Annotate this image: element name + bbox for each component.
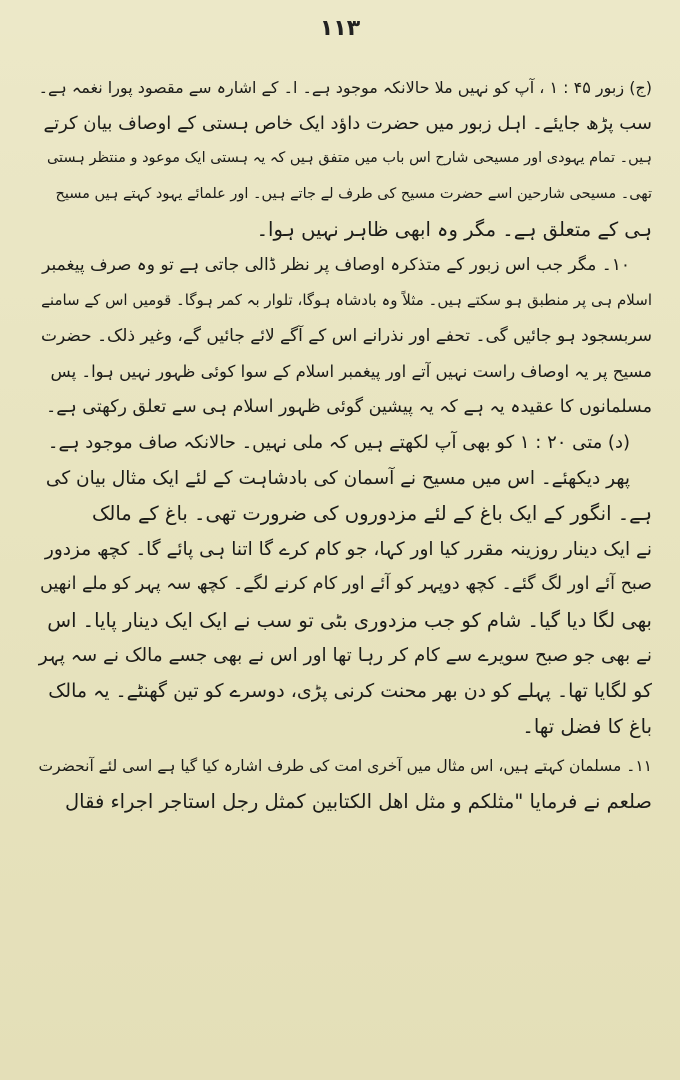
- text-line: نے بھی جو صبح سویرے سے کام کر رہا تھا اور اس نے بھی جسے مالک نے سہ پہر: [38, 645, 652, 666]
- text-line: مسیح پر یہ اوصاف راست نہیں آتے اور پیغمبر اسلام کے سوا کوئی ظہور نہیں ہوا۔ پس: [50, 362, 652, 381]
- text-line: سب پڑھ جایئے۔ اہل زبور میں حضرت داؤد ایک خاص ہستی کے اوصاف بیان کرتے: [43, 112, 652, 134]
- text-line: بھی لگا دیا گیا۔ شام کو جب مزدوری بٹی تو سب نے ایک ایک دینار پایا۔ اس: [47, 608, 652, 632]
- text-line: صبح آئے اور لگ گئے۔ کچھ دوپہر کو آئے اور کام کرنے لگے۔ کچھ سہ پہر کو ملے انھیں: [40, 574, 652, 594]
- text-line: سربسجود ہو جائیں گی۔ تحفے اور نذرانے اس کے آگے لائے جائیں گے، وغیر ذلک۔ حضرت: [41, 325, 652, 346]
- body-text: [36, 70, 652, 820]
- text-line: نے ایک دینار روزینہ مقرر کیا اور کہا، جو کام کرے گا اتنا ہی پائے گا۔ کچھ مزدور: [44, 538, 652, 560]
- text-line: پھر دیکھئے۔ اس میں مسیح نے آسمان کی بادشاہت کے لئے ایک مثال بیان کی: [45, 467, 630, 489]
- text-line: کو لگایا تھا۔ پہلے کو دن بھر محنت کرنی پڑی، دوسرے کو تین گھنٹے۔ یہ مالک: [48, 679, 652, 702]
- paragraph-10-start: ۱۰۔ مگر جب اس زبور کے متذکرہ اوصاف پر نظر ڈالی جاتی ہے تو وہ صرف پیغمبر: [42, 254, 630, 275]
- section-d-heading: (د) متی ۲۰ : ۱ کو بھی آپ لکھتے ہیں کہ ملی نہیں۔ حالانکہ صاف موجود ہے۔: [47, 432, 630, 453]
- text-line: (ج) زبور ۴۵ : ۱ ، آپ کو نہیں ملا حالانکہ موجود ہے۔ ا۔ کے اشارہ سے مقصود پورا نغمہ ہے۔: [38, 78, 652, 97]
- page-number: ۱۱۳: [319, 16, 361, 41]
- text-line: تھی۔ مسیحی شارحین اسے حضرت مسیح کی طرف لے جاتے ہیں۔ اور علمائے یہود کہتے ہیں مسیح: [55, 185, 652, 202]
- text-line: باغ کا فضل تھا۔: [522, 715, 652, 738]
- text-line: ہی کے متعلق ہے۔ مگر وہ ابھی ظاہر نہیں ہوا۔: [256, 218, 652, 241]
- text-line: ہے۔ انگور کے ایک باغ کے لئے مزدوروں کی ضرورت تھی۔ باغ کے مالک: [91, 502, 652, 525]
- paragraph-11-start: ۱۱۔ مسلمان کہتے ہیں، اس مثال میں آخری امت کی طرف اشارہ کیا گیا ہے اسی لئے آنحضرت: [38, 756, 652, 775]
- text-line: صلعم نے فرمایا "مثلکم و مثل اهل الکتابین کمثل رجل استاجر اجراء فقال: [64, 790, 652, 813]
- text-line: ہیں۔ تمام یہودی اور مسیحی شارح اس باب میں متفق ہیں کہ یہ ہستی ایک موعود و منتظر ہستی: [46, 150, 652, 166]
- text-line: مسلمانوں کا عقیدہ یہ ہے کہ یہ پیشین گوئی ظہور اسلام ہی سے تعلق رکھتی ہے۔: [45, 396, 652, 417]
- text-line: اسلام ہی پر منطبق ہو سکتے ہیں۔ مثلاً وہ بادشاہ ہوگا، تلوار بہ کمر ہوگا۔ قومیں اس کے سامنے: [41, 291, 652, 309]
